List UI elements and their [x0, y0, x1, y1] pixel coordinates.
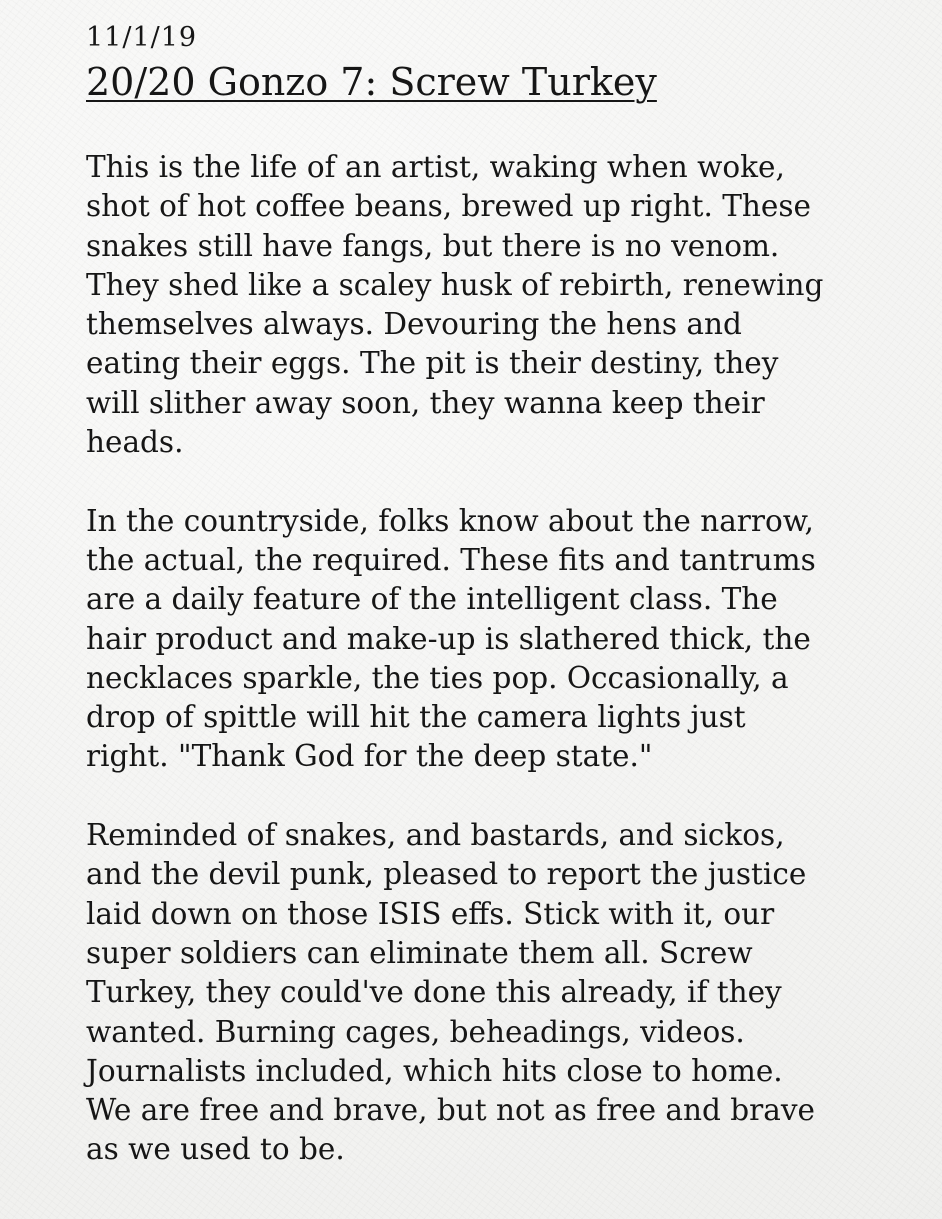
text-line: Reminded of snakes, and bastards, and sickos,	[86, 818, 785, 853]
text-line: will slither away soon, they wanna keep their	[86, 385, 765, 420]
text-line: themselves always. Devouring the hens and	[86, 307, 742, 342]
text-line: Turkey, they could've done this already, if they	[86, 975, 782, 1010]
text-line: hair product and make-up is slathered thick, the	[86, 621, 811, 656]
document-title: 20/20 Gonzo 7: Screw Turkey	[86, 60, 657, 104]
text-line: We are free and brave, but not as free and brave	[86, 1093, 815, 1128]
text-line: laid down on those ISIS effs. Stick with it, our	[86, 896, 775, 931]
document-body	[86, 148, 882, 1170]
paragraph-2	[86, 502, 882, 777]
text-line: This is the life of an artist, waking when woke,	[86, 150, 785, 184]
text-line: In the countryside, folks know about the narrow,	[86, 503, 814, 538]
text-line: and the devil punk, pleased to report the justice	[86, 857, 807, 892]
document-date: 11/1/19	[86, 22, 198, 53]
paragraph-3	[86, 816, 882, 1170]
text-line: super soldiers can eliminate them all. Screw	[86, 935, 753, 970]
text-line: necklaces sparkle, the ties pop. Occasionally, a	[86, 660, 789, 695]
text-line: heads.	[86, 425, 184, 460]
paragraph-1	[86, 148, 882, 462]
text-line: Journalists included, which hits close to home.	[86, 1053, 783, 1088]
text-line: wanted. Burning cages, beheadings, videos.	[86, 1014, 745, 1049]
text-line: are a daily feature of the intelligent class. The	[86, 582, 778, 617]
text-line: shot of hot coffee beans, brewed up right. These	[86, 189, 811, 224]
text-line: drop of spittle will hit the camera lights just	[86, 700, 746, 735]
text-line: They shed like a scaley husk of rebirth, renewing	[86, 267, 824, 302]
text-line: as we used to be.	[86, 1132, 345, 1167]
text-line: the actual, the required. These fits and tantrums	[86, 542, 816, 577]
text-line: right. "Thank God for the deep state."	[86, 739, 653, 774]
text-line: snakes still have fangs, but there is no venom.	[86, 228, 780, 263]
text-line: eating their eggs. The pit is their destiny, they	[86, 346, 779, 381]
